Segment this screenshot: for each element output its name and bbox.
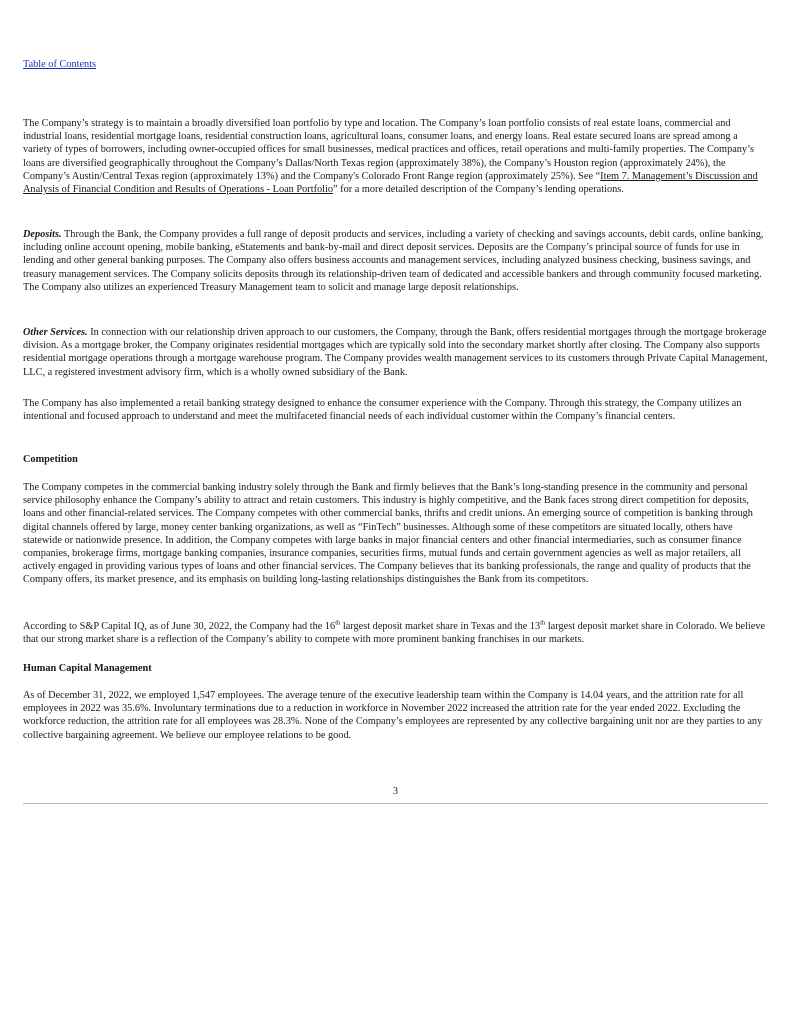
other-services-text: In connection with our relationship driven approach to our customers, the Company, through the Bank, offers residential mortgages through the mortgage brokerage division. As a mortgage broker, the Company originates residential mortgages which are typically sold into the secondary market shortly after closing. The Company also supports residential mortgage operations through a mortgage warehouse program. The Company provides wealth management services to its customers through Private Capital Management, LLC, a registered investment advisory firm, which is a wholly owned subsidiary of the Bank. xyxy=(23,327,768,378)
other-services-paragraph xyxy=(23,326,768,379)
market-share-text-a: According to S&P Capital IQ, as of June 30, 2022, the Company had the 16 xyxy=(23,621,336,632)
market-share-paragraph xyxy=(23,620,768,646)
page-divider xyxy=(23,803,768,804)
strategy-text-end: ” for a more detailed description of the Company’s lending operations. xyxy=(333,184,624,196)
market-share-text-b: largest deposit market share in Texas and the 13 xyxy=(340,621,541,632)
ordinal-suffix: th xyxy=(540,619,546,627)
loan-portfolio-link[interactable]: Item 7. Management’s Discussion and Analysis of Financial Condition and Results of Operations - Loan Portfolio xyxy=(23,170,758,196)
other-services-lead: Other Services. xyxy=(23,327,88,338)
competition-heading: Competition xyxy=(23,454,78,465)
competition-paragraph: The Company competes in the commercial banking industry solely through the Bank and firmly believes that the Bank’s long-standing presence in the community and personal service philosophy enhance the Company’s ability to attract and retain customers. This industry is highly competitive, and the Bank faces strong direct competition for deposits, loans and other financial-related services. The Company competes with other commercial banks, thrifts and credit unions. An emerging source of competition is banking through digital channels offered by large, money center banking organizations, as well as “FinTech” businesses. Although some of these competitors are situated locally, others have statewide or nationwide presence. In addition, the Company competes with large banks in major financial centers and other financial intermediaries, such as consumer finance companies, brokerage firms, mortgage banking companies, insurance companies, securities firms, mutual funds and certain government agencies as well as major retailers, all actively engaged in providing various types of loans and other financial services. The Company believes that its banking professionals, the range and quality of products that the Company offers, its market presence, and its emphasis on building long-lasting relationships distinguishes the Bank from its competitors. xyxy=(23,482,753,586)
deposits-paragraph xyxy=(23,228,768,294)
human-capital-paragraph: As of December 31, 2022, we employed 1,547 employees. The average tenure of the executive leadership team within the Company is 14.04 years, and the attrition rate for all employees in 2022 was 35.6%. Involuntary terminations due to a reduction in workforce in November 2022 increased the attrition rate for the year ended 2022. Excluding the workforce reduction, the attrition rate for all employees was 28.3%. None of the Company’s employees are represented by any collective bargaining unit nor are they parties to any collective bargaining agreement. We believe our employee relations to be good. xyxy=(23,690,763,741)
page-number: 3 xyxy=(392,786,399,797)
market-share-text-c: largest deposit market share in Colorado. We believe that our strong market share is a reflection of the Company’s ability to compete with more prominent banking franchises in our markets. xyxy=(23,621,766,646)
retail-banking-paragraph: The Company has also implemented a retail banking strategy designed to enhance the consumer experience with the Company. Through this strategy, the Company utilizes an intentional and focused approach to understand and meet the multifaceted financial needs of each individual customer within the Company’s financial centers. xyxy=(23,398,742,423)
deposits-text: Through the Bank, the Company provides a full range of deposit products and services, including a variety of checking and savings accounts, debit cards, online banking, including online account opening, mobile banking, eStatements and bank-by-mail and direct deposit services. Deposits are the Company’s principal source of funds for use in lending and other general banking purposes. The Company also offers business accounts and management services, including analyzed business checking, business savings, and treasury management services. The Company solicits deposits through its relationship-driven team of dedicated and accessible bankers and through community focused marketing. The Company also utilizes an experienced Treasury Management team to solicit and manage large deposit relationships. xyxy=(23,229,764,293)
table-of-contents-link[interactable]: Table of Contents xyxy=(23,59,97,70)
strategy-paragraph xyxy=(23,117,768,196)
ordinal-suffix: th xyxy=(335,619,341,627)
strategy-text: The Company’s strategy is to maintain a broadly diversified loan portfolio by type and location. The Company’s loan portfolio consists of real estate loans, commercial and industrial loans, residential mortgage loans, residential construction loans, agricultural loans, consumer loans, and energy loans. Real estate secured loans are spread among a variety of types of borrowers, including owner-occupied offices for small businesses, medical practices and offices, retail operations and multi-family properties. The Company’s loans are diversified geographically throughout the Company’s Dallas/North Texas region (approximately 38%), the Company’s Houston region (approximately 24%), the Company’s Austin/Central Texas region (approximately 13%) and the Company's Colorado Front Range region (approximately 25%). See “ xyxy=(23,118,754,182)
human-capital-heading: Human Capital Management xyxy=(23,663,152,674)
deposits-lead: Deposits. xyxy=(23,229,62,240)
